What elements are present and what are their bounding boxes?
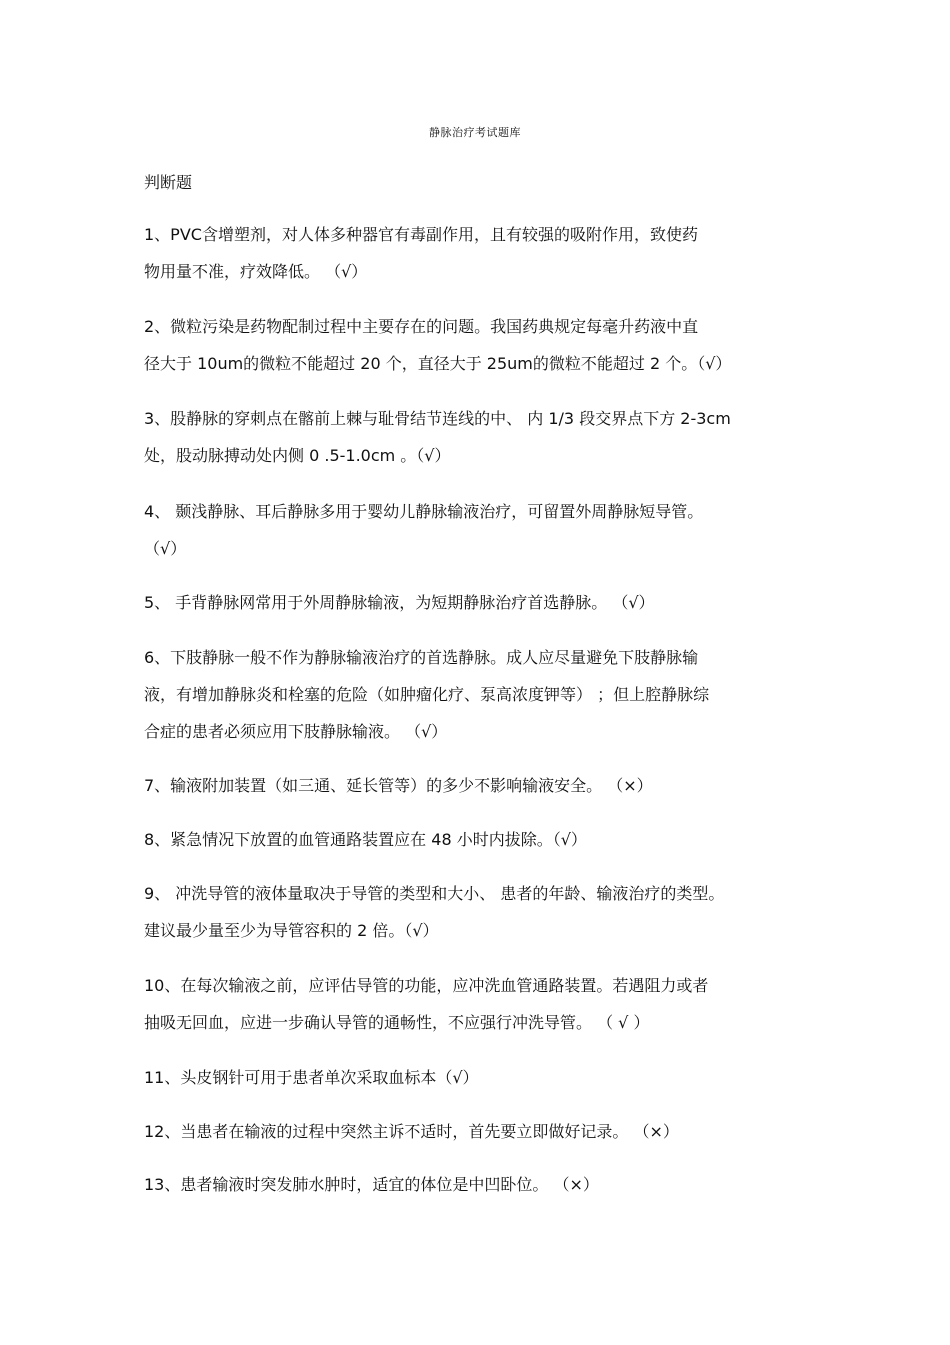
question-item [144,1121,834,1158]
question-line: 4、 颞浅静脉、耳后静脉多用于婴幼儿静脉输液治疗，可留置外周静脉短导管。 [144,502,704,521]
question-line: 11、头皮钢针可用于患者单次采取血标本（√） [144,1068,479,1087]
question-line: （√） [144,539,187,558]
question-line: 10、在每次输液之前，应评估导管的功能，应冲洗血管通路装置。若遇阻力或者 [144,976,709,995]
question-item [144,1067,834,1104]
question-line: 合症的患者必须应用下肢静脉输液。 （√） [144,722,448,741]
question-item [144,829,834,866]
question-line: 处，股动脉搏动处内侧 0 .5-1.0cm 。（√） [144,446,451,465]
question-line: 13、患者输液时突发肺水肿时，适宜的体位是中凹卧位。 （×） [144,1175,599,1194]
question-line: 2、微粒污染是药物配制过程中主要存在的问题。我国药典规定每毫升药液中直 [144,317,699,336]
question-item [144,316,834,390]
question-item [144,592,834,629]
question-line: 6、下肢静脉一般不作为静脉输液治疗的首选静脉。成人应尽量避免下肢静脉输 [144,648,699,667]
question-item [144,975,834,1049]
question-line: 9、 冲洗导管的液体量取决于导管的类型和大小、 患者的年龄、输液治疗的类型。 [144,884,725,903]
question-line: 建议最少量至少为导管容积的 2 倍。（√） [144,921,439,940]
question-line: 8、紧急情况下放置的血管通路装置应在 48 小时内拔除。（√） [144,830,587,849]
question-item [144,647,834,758]
question-line: 1、PVC含增塑剂，对人体多种器官有毒副作用，且有较强的吸附作用，致使药 [144,225,698,244]
question-item [144,883,834,957]
question-item [144,408,834,482]
question-line: 抽吸无回血，应进一步确认导管的通畅性，不应强行冲洗导管。 （ √ ） [144,1013,650,1032]
question-item [144,501,834,575]
question-line: 径大于 10um的微粒不能超过 20 个，直径大于 25um的微粒不能超过 2 个。（√） [144,354,732,373]
question-item [144,224,834,298]
section-heading: 判断题 [144,173,193,192]
question-item [144,775,834,812]
question-line: 物用量不准，疗效降低。 （√） [144,262,368,281]
question-line: 液，有增加静脉炎和栓塞的危险（如肿瘤化疗、泵高浓度钾等） ；但上腔静脉综 [144,685,710,704]
question-line: 7、输液附加装置（如三通、延长管等）的多少不影响输液安全。 （×） [144,776,653,795]
question-item [144,1174,834,1211]
page-title: 静脉治疗考试题库 [429,126,521,139]
question-line: 5、 手背静脉网常用于外周静脉输液，为短期静脉治疗首选静脉。 （√） [144,593,655,612]
question-line: 12、当患者在输液的过程中突然主诉不适时，首先要立即做好记录。 （×） [144,1122,679,1141]
question-line: 3、股静脉的穿刺点在髂前上棘与耻骨结节连线的中、 内 1/3 段交界点下方 2-3cm [144,409,731,428]
